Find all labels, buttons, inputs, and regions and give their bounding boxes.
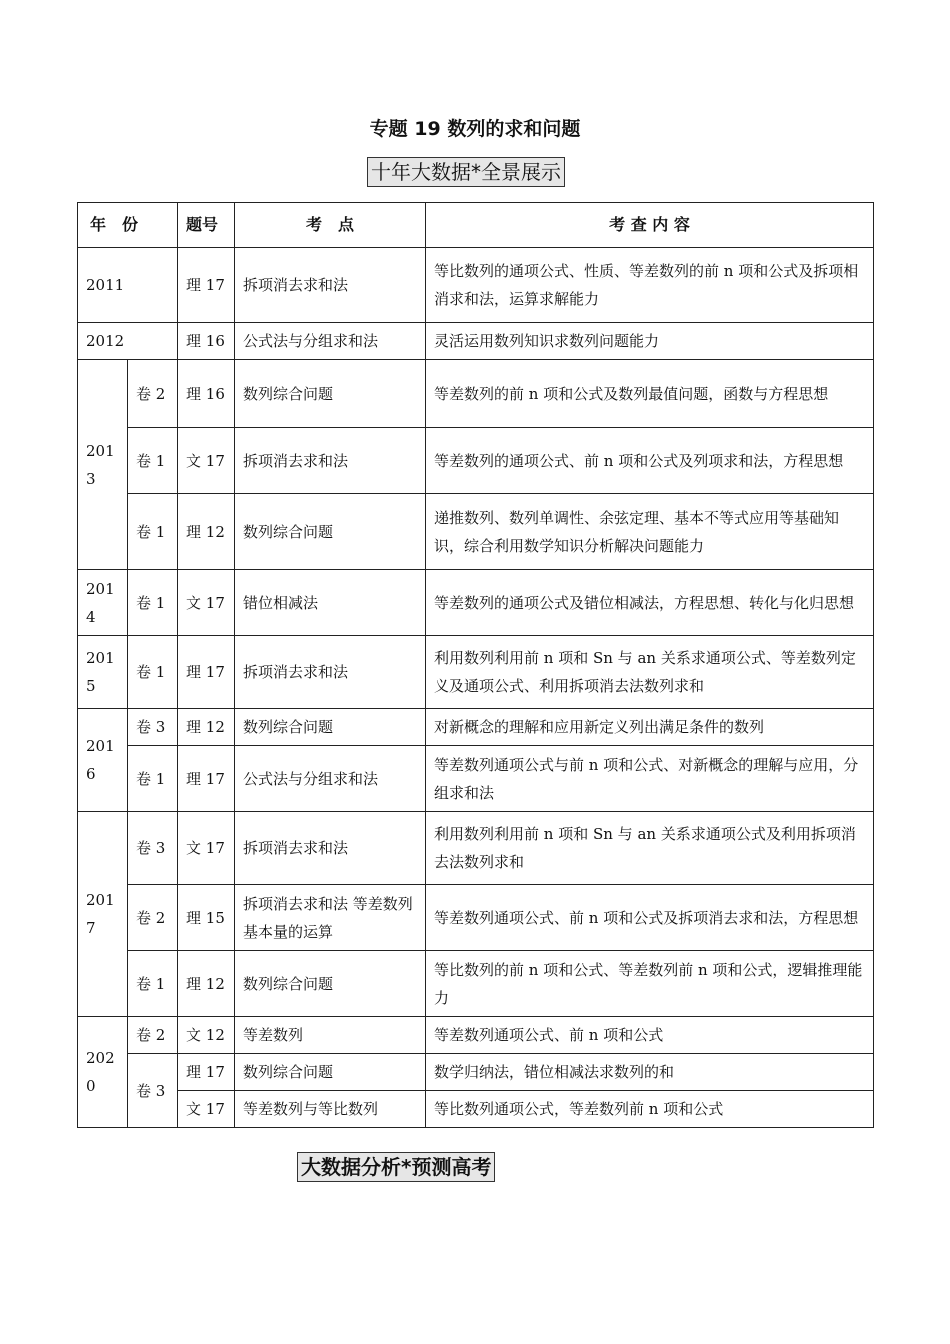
table-row (78, 746, 874, 812)
question-number-cell: 理 12 (178, 951, 235, 1017)
exam-point-cell: 拆项消去求和法 (235, 812, 426, 885)
table-row (78, 1091, 874, 1128)
question-number-cell: 理 17 (178, 746, 235, 812)
table-row (78, 570, 874, 636)
volume-cell: 卷 1 (128, 746, 178, 812)
banner-big-data-analysis: 大数据分析*预测高考 (297, 1152, 495, 1182)
table-row (78, 636, 874, 709)
exam-content-cell: 等差数列通项公式、前 n 项和公式及拆项消去求和法，方程思想 (426, 885, 874, 951)
exam-content-cell: 等差数列的通项公式及错位相减法，方程思想、转化与化归思想 (426, 570, 874, 636)
exam-content-cell: 等差数列通项公式、前 n 项和公式 (426, 1017, 874, 1054)
table-row (78, 709, 874, 746)
exam-content-cell: 等差数列的前 n 项和公式及数列最值问题，函数与方程思想 (426, 360, 874, 428)
table-row (78, 248, 874, 323)
exam-content-cell: 等比数列的通项公式、性质、等差数列的前 n 项和公式及拆项相消求和法，运算求解能力 (426, 248, 874, 323)
table-row (78, 951, 874, 1017)
exam-point-cell: 数列综合问题 (235, 360, 426, 428)
table-row (78, 323, 874, 360)
volume-cell: 卷 1 (128, 428, 178, 494)
volume-cell: 卷 3 (128, 709, 178, 746)
table-row (78, 428, 874, 494)
volume-cell: 卷 2 (128, 1017, 178, 1054)
question-number-cell: 理 17 (178, 636, 235, 709)
exam-content-cell: 对新概念的理解和应用新定义列出满足条件的数列 (426, 709, 874, 746)
exam-content-cell: 等差数列通项公式与前 n 项和公式、对新概念的理解与应用，分组求和法 (426, 746, 874, 812)
exam-content-cell: 递推数列、数列单调性、余弦定理、基本不等式应用等基础知识，综合利用数学知识分析解决问题能力 (426, 494, 874, 570)
table-header-row (78, 203, 874, 248)
exam-point-cell: 数列综合问题 (235, 494, 426, 570)
exam-point-cell: 数列综合问题 (235, 951, 426, 1017)
question-number-cell: 理 17 (178, 248, 235, 323)
table-row (78, 812, 874, 885)
banner-ten-year-data: 十年大数据*全景展示 (367, 157, 565, 187)
question-number-cell: 理 16 (178, 323, 235, 360)
question-number-cell: 理 12 (178, 709, 235, 746)
table-row (78, 494, 874, 570)
year-cell: 2020 (78, 1017, 128, 1128)
page-title: 专题 19 数列的求和问题 (369, 118, 581, 140)
exam-point-cell: 等差数列与等比数列 (235, 1091, 426, 1128)
exam-point-cell: 拆项消去求和法 (235, 636, 426, 709)
volume-cell: 卷 3 (128, 812, 178, 885)
exam-point-cell: 数列综合问题 (235, 709, 426, 746)
header-question-number: 题号 (178, 203, 235, 248)
exam-topic-table (77, 202, 874, 1128)
table-row (78, 885, 874, 951)
question-number-cell: 文 17 (178, 812, 235, 885)
question-number-cell: 理 12 (178, 494, 235, 570)
exam-point-cell: 公式法与分组求和法 (235, 323, 426, 360)
exam-point-cell: 拆项消去求和法 等差数列基本量的运算 (235, 885, 426, 951)
exam-content-cell: 等差数列的通项公式、前 n 项和公式及列项求和法，方程思想 (426, 428, 874, 494)
exam-point-cell: 拆项消去求和法 (235, 248, 426, 323)
table-row (78, 1017, 874, 1054)
exam-point-cell: 公式法与分组求和法 (235, 746, 426, 812)
volume-cell: 卷 1 (128, 570, 178, 636)
volume-cell: 卷 2 (128, 885, 178, 951)
exam-content-cell: 数学归纳法，错位相减法求数列的和 (426, 1054, 874, 1091)
question-number-cell: 理 17 (178, 1054, 235, 1091)
year-cell: 2016 (78, 709, 128, 812)
year-cell: 2011 (78, 248, 178, 323)
exam-content-cell: 等比数列的前 n 项和公式、等差数列前 n 项和公式，逻辑推理能力 (426, 951, 874, 1017)
volume-cell: 卷 1 (128, 636, 178, 709)
year-cell: 2015 (78, 636, 128, 709)
question-number-cell: 文 17 (178, 428, 235, 494)
table-row (78, 1054, 874, 1091)
exam-point-cell: 数列综合问题 (235, 1054, 426, 1091)
volume-cell: 卷 2 (128, 360, 178, 428)
exam-content-cell: 灵活运用数列知识求数列问题能力 (426, 323, 874, 360)
volume-cell: 卷 3 (128, 1054, 178, 1128)
exam-content-cell: 等比数列通项公式，等差数列前 n 项和公式 (426, 1091, 874, 1128)
header-exam-point: 考 点 (235, 203, 426, 248)
question-number-cell: 理 16 (178, 360, 235, 428)
exam-point-cell: 错位相减法 (235, 570, 426, 636)
question-number-cell: 理 15 (178, 885, 235, 951)
question-number-cell: 文 12 (178, 1017, 235, 1054)
volume-cell: 卷 1 (128, 494, 178, 570)
exam-point-cell: 拆项消去求和法 (235, 428, 426, 494)
exam-content-cell: 利用数列利用前 n 项和 Sn 与 an 关系求通项公式、等差数列定义及通项公式、利用拆项消去法数列求和 (426, 636, 874, 709)
year-cell: 2012 (78, 323, 178, 360)
year-cell: 2014 (78, 570, 128, 636)
question-number-cell: 文 17 (178, 570, 235, 636)
header-exam-content: 考 查 内 容 (426, 203, 874, 248)
header-year: 年 份 (78, 203, 178, 248)
year-cell: 2013 (78, 360, 128, 570)
volume-cell: 卷 1 (128, 951, 178, 1017)
question-number-cell: 文 17 (178, 1091, 235, 1128)
exam-point-cell: 等差数列 (235, 1017, 426, 1054)
exam-content-cell: 利用数列利用前 n 项和 Sn 与 an 关系求通项公式及利用拆项消去法数列求和 (426, 812, 874, 885)
table-row (78, 360, 874, 428)
year-cell: 2017 (78, 812, 128, 1017)
